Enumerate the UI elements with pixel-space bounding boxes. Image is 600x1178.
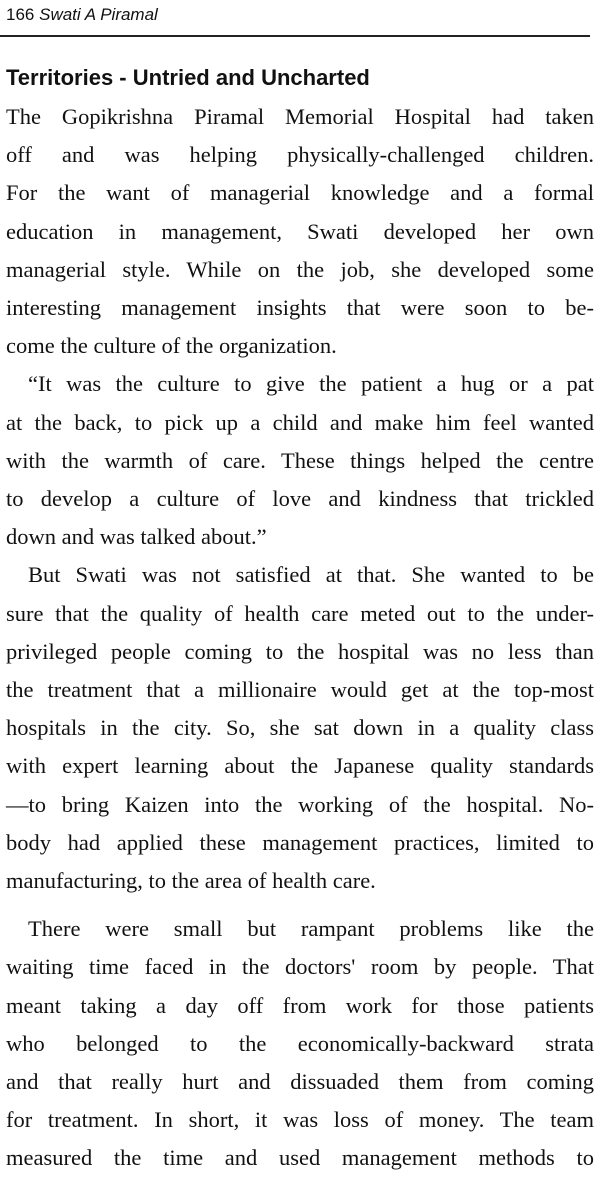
text-line: to develop a culture of love and kindness that trickled xyxy=(6,486,594,512)
body-text xyxy=(6,98,594,1178)
text-line: But Swati was not satisfied at that. She wanted to be xyxy=(28,562,594,588)
paragraph-3 xyxy=(6,556,594,900)
text-line: with the warmth of care. These things helped the centre xyxy=(6,447,594,473)
text-line: for treatment. In short, it was loss of money. The team xyxy=(6,1107,594,1133)
text-line: interesting management insights that were soon to be- xyxy=(6,295,594,321)
paragraph-2 xyxy=(6,365,594,556)
text-line: sure that the quality of health care meted out to the under- xyxy=(6,600,594,626)
text-line: The Gopikrishna Piramal Memorial Hospital had taken xyxy=(6,104,594,129)
text-line: meant taking a day off from work for those patients xyxy=(6,992,594,1018)
text-line: —to bring Kaizen into the working of the hospital. No- xyxy=(6,791,594,817)
text-line: off and was helping physically-challenged children. xyxy=(6,142,594,168)
text-line: There were small but rampant problems like the xyxy=(28,916,594,942)
page-number: 166 xyxy=(6,5,35,24)
text-line: the treatment that a millionaire would get at the top-most xyxy=(6,677,594,703)
paragraph-gap xyxy=(6,900,594,910)
text-line: measured the time and used management methods to xyxy=(6,1145,594,1171)
text-line: body had applied these management practices, limited to xyxy=(6,829,594,855)
text-line: managerial style. While on the job, she developed some xyxy=(6,256,594,282)
text-line: “It was the culture to give the patient a hug or a pat xyxy=(28,371,594,397)
text-line: come the culture of the organization. xyxy=(6,333,337,359)
paragraph-1 xyxy=(6,98,594,365)
text-line: who belonged to the economically-backward strata xyxy=(6,1030,594,1056)
text-line: at the back, to pick up a child and make him feel wanted xyxy=(6,409,594,435)
paragraph-4 xyxy=(6,910,594,1177)
text-line: down and was talked about.” xyxy=(6,524,267,550)
text-line: manufacturing, to the area of health care. xyxy=(6,868,376,894)
text-line: privileged people coming to the hospital was no less than xyxy=(6,638,594,664)
text-line: with expert learning about the Japanese quality standards xyxy=(6,753,594,779)
header-rule xyxy=(0,35,590,37)
text-line: waiting time faced in the doctors' room by people. That xyxy=(6,954,594,980)
text-line: education in management, Swati developed her own xyxy=(6,218,594,244)
text-line: and that really hurt and dissuaded them from coming xyxy=(6,1069,594,1095)
running-head-author: Swati A Piramal xyxy=(39,5,158,24)
text-line: For the want of managerial knowledge and a formal xyxy=(6,180,594,206)
section-title: Territories - Untried and Uncharted xyxy=(6,65,370,90)
text-line: hospitals in the city. So, she sat down in a quality class xyxy=(6,715,594,741)
running-head xyxy=(6,4,158,26)
